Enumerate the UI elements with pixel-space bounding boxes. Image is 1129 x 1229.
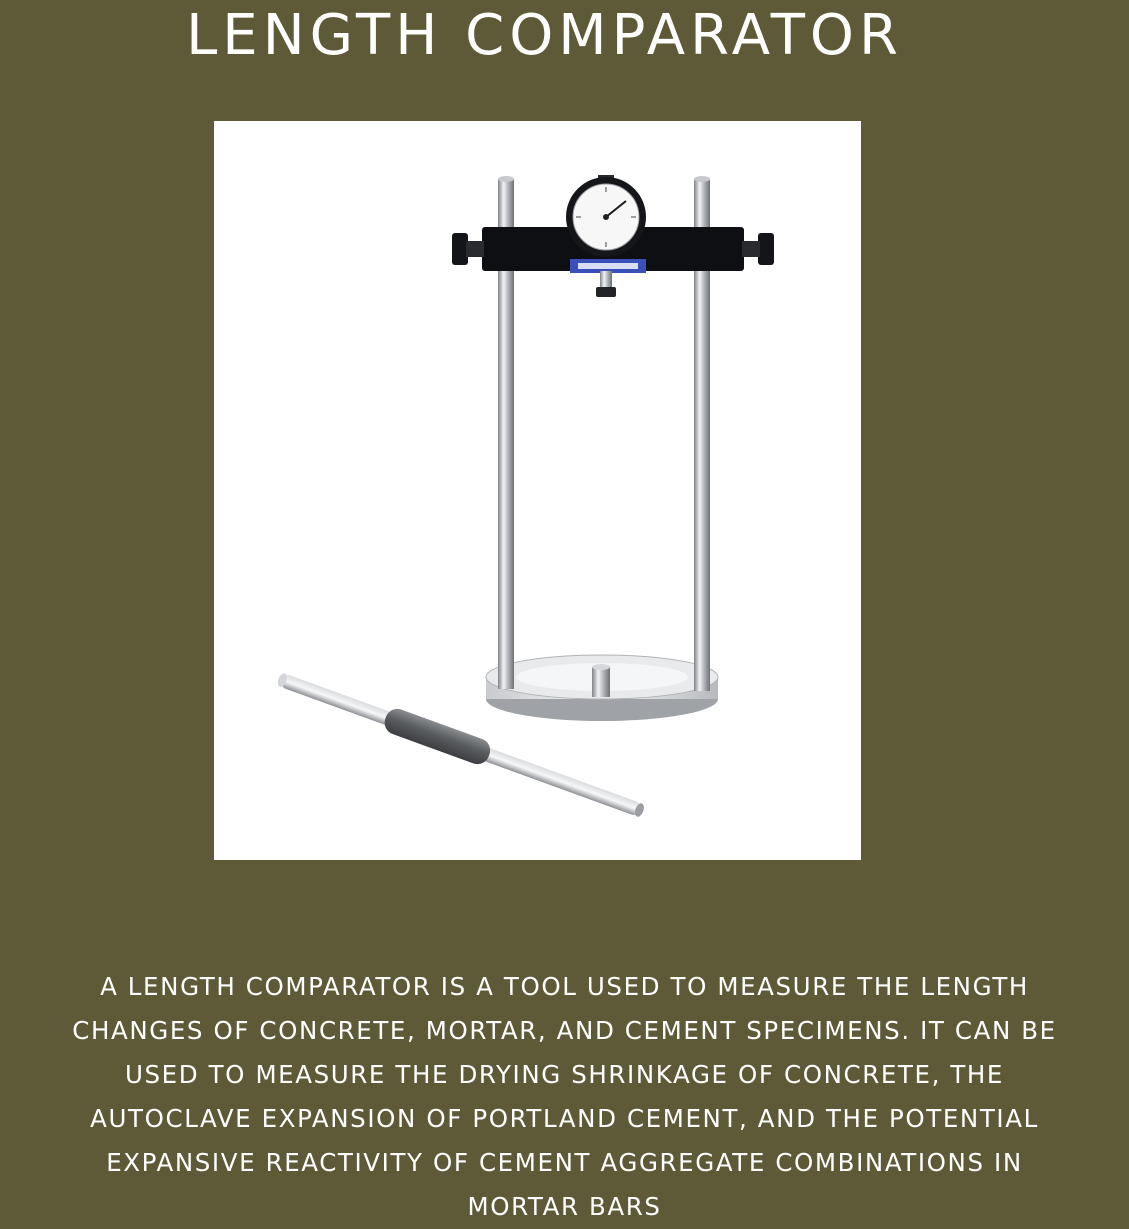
description-line: USED TO MEASURE THE DRYING SHRINKAGE OF CONCRETE, THE: [124, 1060, 1005, 1089]
description-line: A LENGTH COMPARATOR IS A TOOL USED TO MEASURE THE LENGTH: [100, 972, 1029, 1001]
poster-title: LENGTH COMPARATOR: [186, 3, 903, 68]
base-plate: [486, 655, 718, 721]
description-line: MORTAR BARS: [467, 1192, 662, 1221]
description-line: AUTOCLAVE EXPANSION OF PORTLAND CEMENT, AND THE POTENTIAL: [90, 1104, 1039, 1133]
length-comparator-photo: [214, 121, 861, 860]
description-line: CHANGES OF CONCRETE, MORTAR, AND CEMENT SPECIMENS. IT CAN BE: [72, 1016, 1057, 1045]
description-text: [0, 965, 1129, 1229]
description-line: EXPANSIVE REACTIVITY OF CEMENT AGGREGATE COMBINATIONS IN: [106, 1148, 1023, 1177]
